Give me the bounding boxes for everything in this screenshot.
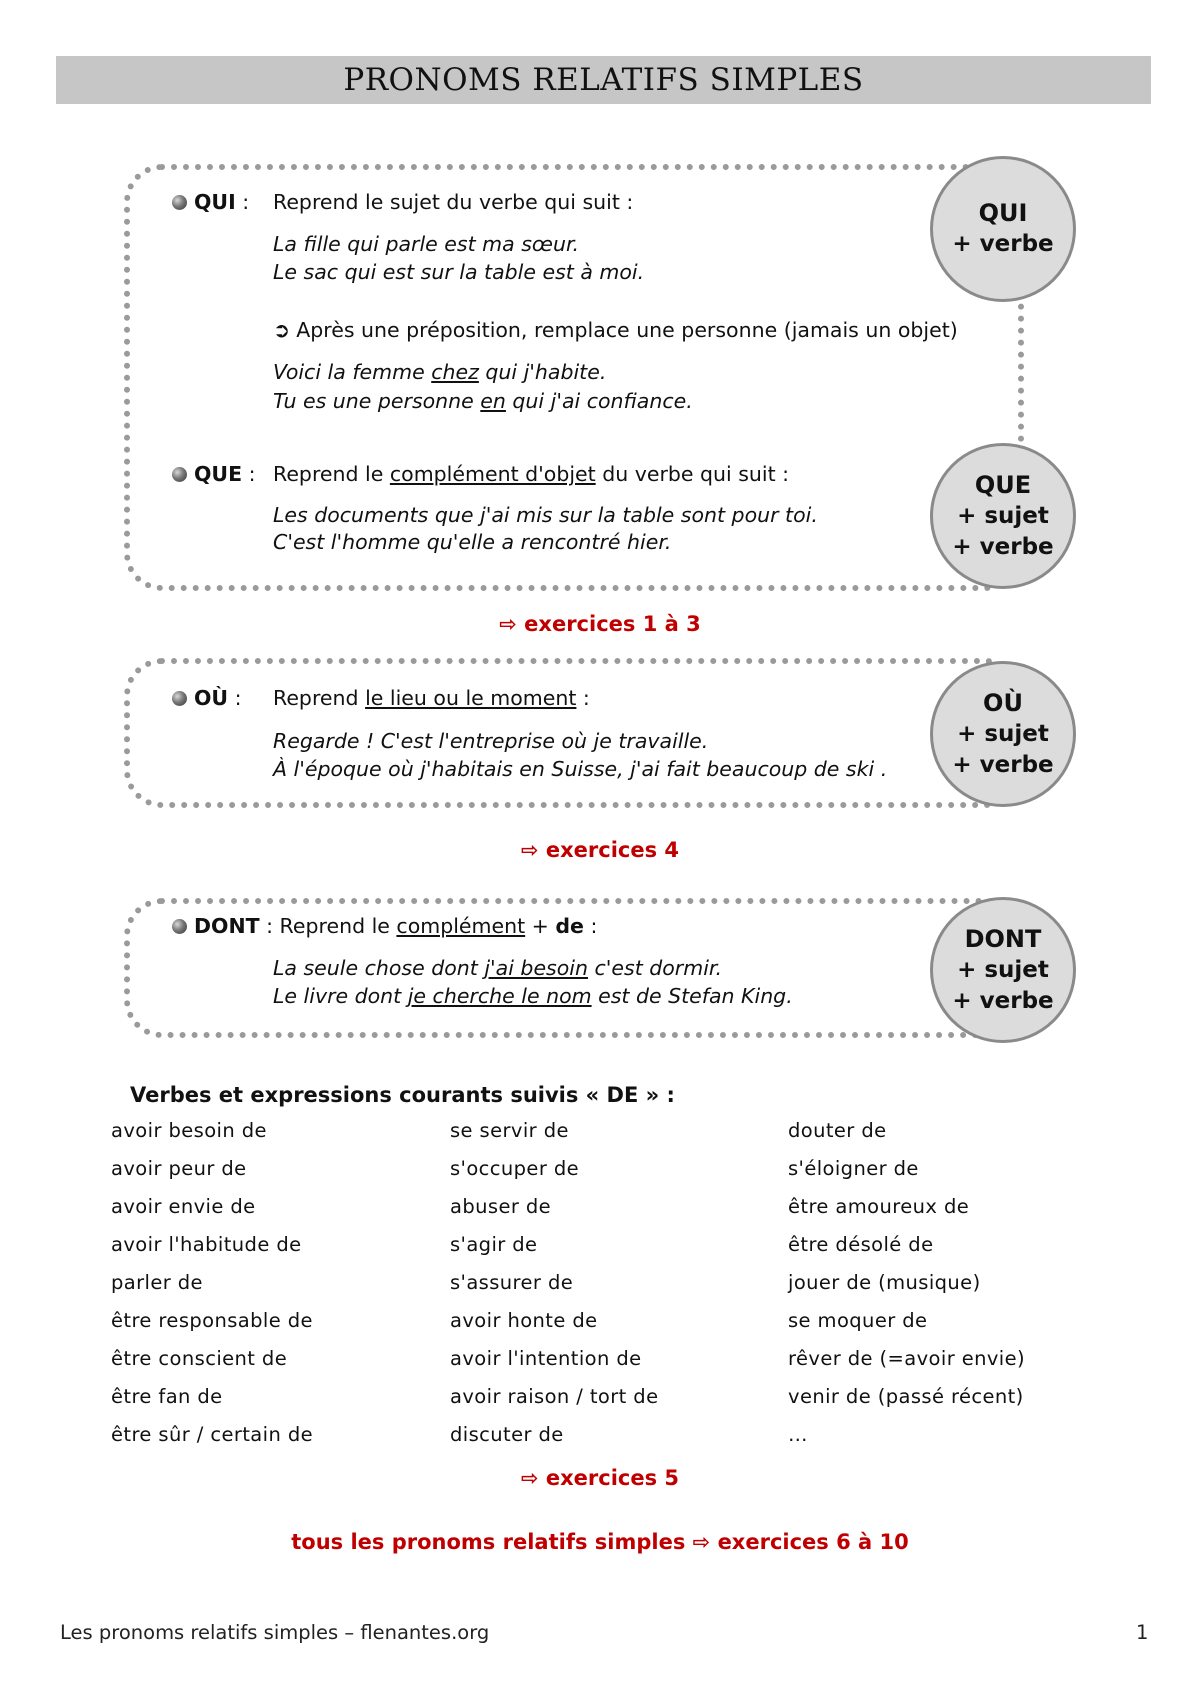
exercises-link-1-label: exercices 1 à 3 <box>524 612 701 636</box>
dont-example-2-b: est de Stefan King. <box>591 984 793 1008</box>
list-item: s'éloigner de <box>788 1157 919 1180</box>
right-arrow-icon: ⇨ <box>692 1530 711 1554</box>
list-item: être fan de <box>111 1385 223 1408</box>
exercises-link-1[interactable] <box>0 612 1200 636</box>
right-arrow-icon: ⇨ <box>499 612 517 636</box>
que-desc-a: Reprend le <box>273 462 390 486</box>
circle-label: QUE <box>974 470 1032 499</box>
list-item: être sûr / certain de <box>111 1423 314 1446</box>
qui-rule <box>273 318 958 342</box>
qui-example-3-prep: chez <box>431 360 479 384</box>
dont-example-1 <box>273 956 722 980</box>
que-label: QUE <box>194 462 243 486</box>
list-item: se moquer de <box>788 1309 928 1332</box>
que-desc-b: du verbe qui suit : <box>595 462 790 486</box>
exercises-link-4-prefix: tous les pronoms relatifs simples <box>291 1530 693 1554</box>
exercises-link-3-label: exercices 5 <box>545 1466 680 1490</box>
exercises-link-2[interactable] <box>0 838 1200 862</box>
qui-example-3 <box>273 360 606 384</box>
title-bar <box>56 56 1151 104</box>
ou-desc-a: Reprend <box>273 686 366 710</box>
circle-line: + sujet <box>957 956 1049 983</box>
bullet-icon <box>172 467 187 482</box>
qui-example-1 <box>273 232 579 256</box>
list-item: s'assurer de <box>450 1271 574 1294</box>
dont-desc-de: de <box>555 914 584 938</box>
dont-example-1-underlined: j'ai besoin <box>484 956 588 980</box>
dont-summary-circle <box>930 897 1076 1043</box>
bullet-icon <box>172 919 187 934</box>
qui-example-4-prep: en <box>480 389 506 413</box>
qui-example-1-subject: La fille <box>273 232 341 256</box>
verbs-column-1 <box>111 1118 313 1460</box>
qui-example-3-b: qui j'habite. <box>478 360 607 384</box>
list-item: avoir raison / tort de <box>450 1385 659 1408</box>
list-item: avoir l'intention de <box>450 1347 642 1370</box>
right-arrow-icon: ⇨ <box>520 1466 539 1490</box>
list-item: avoir besoin de <box>111 1119 267 1142</box>
circle-line: + verbe <box>952 987 1054 1014</box>
dont-example-2 <box>273 984 793 1008</box>
page-number: 1 <box>1136 1621 1149 1644</box>
qui-example-1-rest: qui parle est ma sœur. <box>340 232 580 256</box>
ou-colon: : <box>228 686 242 710</box>
circle-line: + verbe <box>952 751 1054 778</box>
qui-heading <box>172 190 249 214</box>
qui-example-3-a: Voici la femme <box>273 360 432 384</box>
dont-desc-b: + <box>525 914 556 938</box>
list-item: être désolé de <box>788 1233 934 1256</box>
qui-example-4 <box>273 389 693 413</box>
circle-line: + sujet <box>957 720 1049 747</box>
que-desc-underlined: complément d'objet <box>389 462 596 486</box>
que-example-1-rest: que j'ai mis sur la table sont pour toi. <box>428 503 818 527</box>
dont-example-2-underlined: je cherche le nom <box>407 984 592 1008</box>
list-item: s'occuper de <box>450 1157 580 1180</box>
que-summary-circle <box>930 443 1076 589</box>
ou-desc-underlined: le lieu ou le moment <box>365 686 577 710</box>
list-item: s'agir de <box>450 1233 538 1256</box>
footer-text: Les pronoms relatifs simples – flenantes.org <box>60 1621 490 1644</box>
dont-desc-a: : Reprend le <box>259 914 397 938</box>
verbs-column-2 <box>450 1118 658 1460</box>
right-arrow-icon: ⇨ <box>520 838 539 862</box>
list-item: douter de <box>788 1119 887 1142</box>
curved-arrow-icon: ➲ <box>273 318 291 342</box>
list-item: avoir l'habitude de <box>111 1233 302 1256</box>
exercises-link-4-label: exercices 6 à 10 <box>717 1530 909 1554</box>
list-item: être responsable de <box>111 1309 313 1332</box>
list-item: abuser de <box>450 1195 552 1218</box>
dont-label: DONT <box>194 914 260 938</box>
list-item: parler de <box>111 1271 203 1294</box>
circle-label: QUI <box>978 199 1028 227</box>
qui-example-4-a: Tu es une personne <box>273 389 481 413</box>
list-item: avoir envie de <box>111 1195 256 1218</box>
que-example-1-object: Les documents <box>273 503 429 527</box>
verbs-column-3 <box>788 1118 1025 1460</box>
verbs-heading: Verbes et expressions courants suivis « DE » : <box>130 1083 675 1107</box>
circle-label: OÙ <box>983 688 1023 717</box>
dont-desc-underlined: complément <box>396 914 526 938</box>
dont-example-1-a: La seule chose dont <box>273 956 485 980</box>
que-colon: : <box>242 462 256 486</box>
que-example-2: C'est l'homme qu'elle a rencontré hier. <box>273 530 672 554</box>
page-title: PRONOMS RELATIFS SIMPLES <box>343 62 864 98</box>
ou-summary-circle <box>930 661 1076 807</box>
circle-line: + verbe <box>952 533 1054 560</box>
circle-line: + sujet <box>957 502 1049 529</box>
que-heading <box>172 462 256 486</box>
list-item: avoir peur de <box>111 1157 247 1180</box>
circle-line: + verbe <box>952 231 1054 257</box>
exercises-link-4[interactable] <box>0 1530 1200 1554</box>
list-item: … <box>788 1423 808 1446</box>
que-example-1 <box>273 503 818 527</box>
circle-label: DONT <box>964 924 1042 953</box>
list-item: être amoureux de <box>788 1195 970 1218</box>
list-item: être conscient de <box>111 1347 288 1370</box>
dont-desc-c: : <box>583 914 598 938</box>
dont-heading <box>172 914 597 938</box>
exercises-link-2-label: exercices 4 <box>545 838 680 862</box>
ou-example-1: Regarde ! C'est l'entreprise où je travaille. <box>273 729 709 753</box>
dont-example-2-a: Le livre dont <box>273 984 408 1008</box>
qui-example-4-b: qui j'ai confiance. <box>505 389 693 413</box>
list-item: jouer de (musique) <box>788 1271 981 1294</box>
qui-example-2: Le sac qui est sur la table est à moi. <box>273 260 645 284</box>
list-item: se servir de <box>450 1119 569 1142</box>
bullet-icon <box>172 691 187 706</box>
ou-example-2: À l'époque où j'habitais en Suisse, j'ai fait beaucoup de ski . <box>273 757 888 781</box>
list-item: avoir honte de <box>450 1309 598 1332</box>
qui-description: Reprend le sujet du verbe qui suit : <box>273 190 634 214</box>
qui-summary-circle <box>930 156 1076 302</box>
ou-heading <box>172 686 242 710</box>
qui-label: QUI <box>194 190 236 214</box>
qui-rule-text: Après une préposition, remplace une personne (jamais un objet) <box>296 318 958 342</box>
ou-label: OÙ <box>194 686 229 710</box>
que-description <box>273 462 789 486</box>
ou-desc-b: : <box>576 686 590 710</box>
ou-description <box>273 686 590 710</box>
list-item: rêver de (=avoir envie) <box>788 1347 1026 1370</box>
list-item: venir de (passé récent) <box>788 1385 1024 1408</box>
dont-example-1-b: c'est dormir. <box>587 956 722 980</box>
list-item: discuter de <box>450 1423 564 1446</box>
exercises-link-3[interactable] <box>0 1466 1200 1490</box>
qui-colon: : <box>235 190 250 214</box>
bullet-icon <box>172 195 187 210</box>
